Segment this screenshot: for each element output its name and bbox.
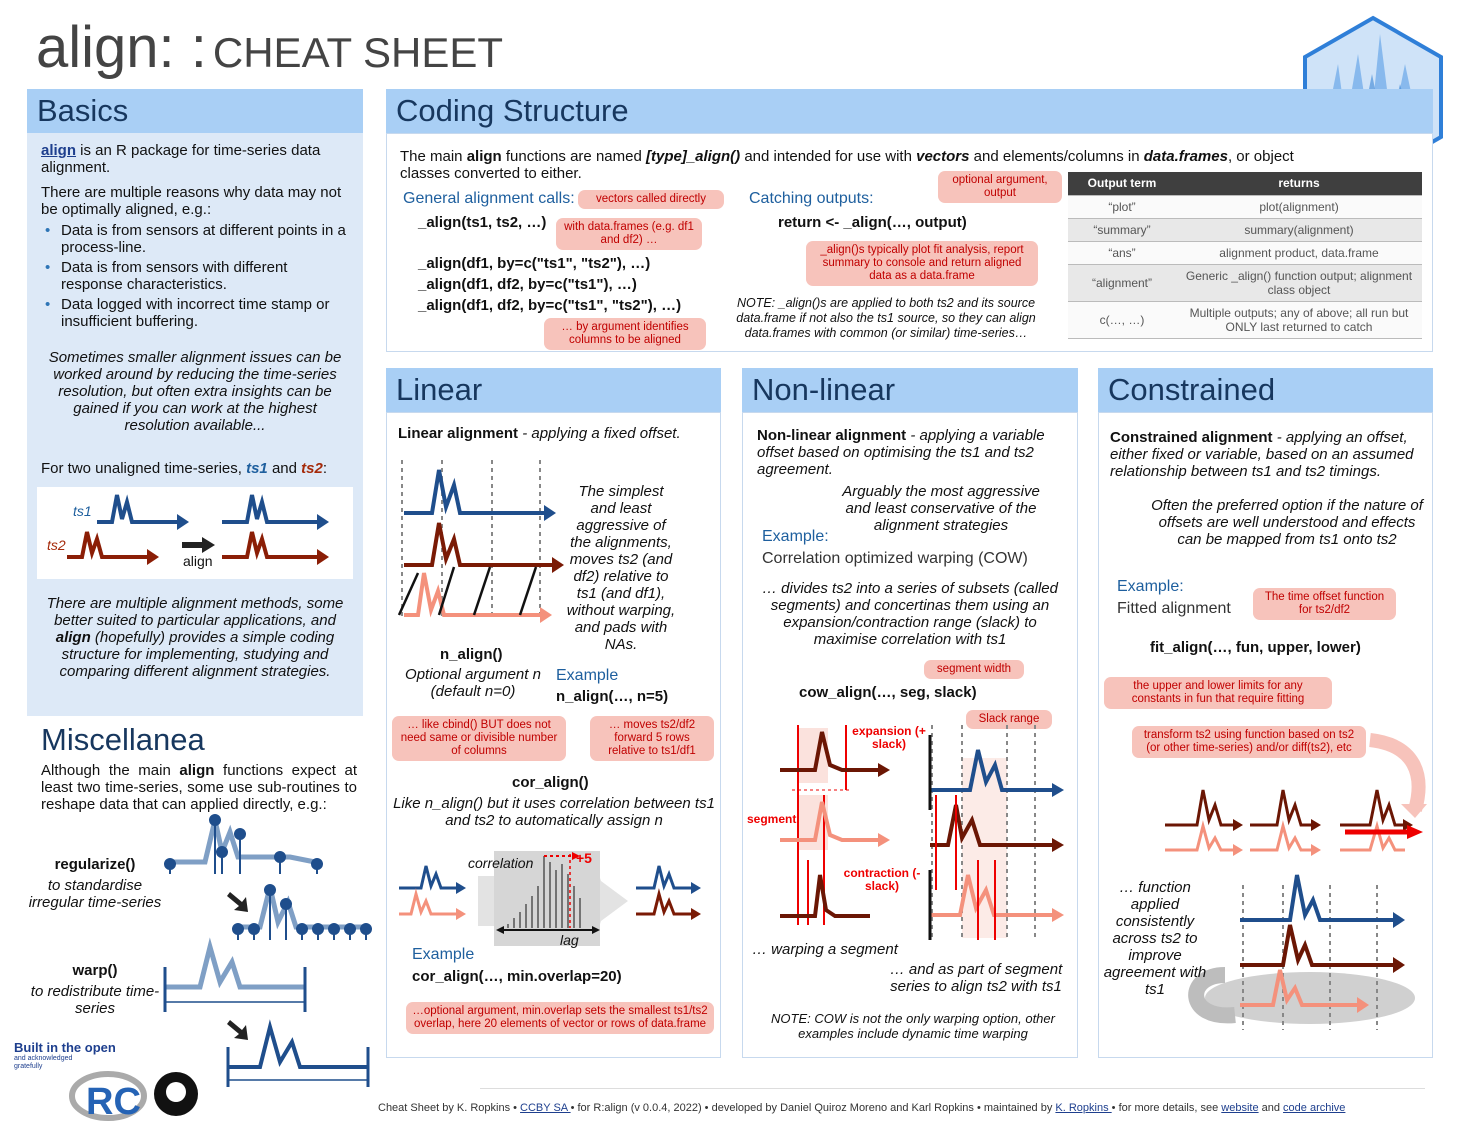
nonlinear-note: NOTE: COW is not the only warping option, other examples include dynamic time warping bbox=[771, 1011, 1055, 1041]
constrained-often: Often the preferred option if the nature of offsets are well understood and effects can be mapped from ts1 onto ts2 bbox=[1151, 497, 1423, 548]
output-table bbox=[1068, 172, 1422, 339]
basics-panel bbox=[27, 133, 363, 716]
linear-side-text: The simplest and least aggressive of the alignments, moves ts2 (and df2) relative to ts1 (and df1), without warping, and pads with NAs. bbox=[566, 483, 676, 653]
cor-example-label: Example bbox=[412, 946, 475, 963]
fig-ts1-label: ts1 bbox=[73, 503, 92, 519]
cow-label: Correlation optimized warping (COW) bbox=[762, 550, 1028, 567]
note-moves: … moves ts2/df2 forward 5 rows relative to ts1/df1 bbox=[590, 716, 714, 761]
coding-header: Coding Structure bbox=[386, 89, 1433, 133]
basics-intro: align is an R package for time-series data alignment. bbox=[41, 142, 321, 176]
cor-align-code: cor_align(…, min.overlap=20) bbox=[412, 968, 622, 985]
fig-segment-label: segment bbox=[747, 812, 797, 826]
note-optional-argument: optional argument, output bbox=[938, 171, 1062, 203]
fig-lag-label: lag bbox=[560, 932, 579, 948]
code-line-3: _align(df1, df2, by=c("ts1"), …) bbox=[418, 276, 637, 293]
misc-header: Miscellanea bbox=[41, 722, 205, 757]
code-line-1: _align(ts1, ts2, …) bbox=[418, 214, 547, 231]
bullet-item: • Data is from sensors at different points in a process-line. bbox=[41, 222, 349, 256]
code-return: return <- _align(…, output) bbox=[778, 214, 967, 231]
fig-ts2-label: ts2 bbox=[47, 537, 66, 553]
fig-expansion-label: expansion (+ slack) bbox=[852, 724, 926, 751]
warping-caption: … warping a segment bbox=[752, 941, 898, 958]
footer: Cheat Sheet by K. Ropkins • CCBY SA • for R:align (v 0.0.4, 2022) • developed by Daniel Quiroz Moreno and Karl Ropkins • maintained by K. Ropkins • for more details, see website and code archive bbox=[378, 1102, 1346, 1114]
cow-align-code: cow_align(…, seg, slack) bbox=[799, 684, 977, 701]
coding-note: NOTE: _align()s are applied to both ts2 and its source data.frame if not also the ts1 source, so they can align data.frames with common (or similar) time-series… bbox=[736, 296, 1036, 340]
constrained-example-label: Example: bbox=[1117, 578, 1184, 595]
linear-desc: Linear alignment - applying a fixed offset. bbox=[398, 425, 681, 442]
code-line-4: _align(df1, df2, by=c("ts1", "ts2"), …) bbox=[418, 297, 682, 314]
warp-func: warp() bbox=[72, 962, 118, 979]
table-row: “summary” summary(alignment) bbox=[1068, 218, 1422, 241]
n-align-code: n_align(…, n=5) bbox=[556, 688, 669, 705]
note-limits: the upper and lower limits for any constants in fun that require fitting bbox=[1104, 677, 1332, 709]
basics-bullets bbox=[27, 218, 363, 330]
n-align-optional: Optional argument n (default n=0) bbox=[405, 666, 541, 700]
built-open-sub: and acknowledged gratefully bbox=[14, 1055, 73, 1070]
linear-example-label: Example bbox=[556, 667, 619, 684]
table-row: c(…, …) Multiple outputs; any of above; all run but ONLY last returned to catch bbox=[1068, 301, 1422, 338]
cow-desc: … divides ts2 into a series of subsets (called segments) and concertinas them using an expansion/contraction range (slack) to maximise correlation with ts1 bbox=[762, 580, 1058, 648]
note-slack-range: Slack range bbox=[966, 710, 1052, 729]
cow-figure bbox=[750, 720, 1075, 945]
note-by-argument: … by argument identifies columns to be aligned bbox=[544, 318, 706, 350]
constrained-desc: Constrained alignment - applying an offset, either fixed or variable, based on an assumed relationship between ts1 and ts2 timings. bbox=[1110, 429, 1414, 480]
general-calls-label: General alignment calls: bbox=[403, 190, 575, 207]
fit-align-code: fit_align(…, fun, upper, lower) bbox=[1150, 639, 1361, 656]
table-header: Output term bbox=[1068, 172, 1176, 195]
note-cbind: … like cbind() BUT does not need same or divisible number of columns bbox=[392, 716, 566, 761]
table-row: “plot” plot(alignment) bbox=[1068, 195, 1422, 218]
nonlinear-arguably: Arguably the most aggressive and least conservative of the alignment strategies bbox=[842, 483, 1040, 534]
basics-header: Basics bbox=[27, 89, 363, 133]
linear-figure bbox=[394, 455, 569, 625]
built-open-title: Built in the open bbox=[14, 1040, 116, 1055]
fig-plus5-label: +5 bbox=[576, 850, 592, 866]
function-applied-caption: … function applied consistently across ts2 to improve agreement with ts1 bbox=[1103, 879, 1207, 998]
footer-divider bbox=[480, 1088, 1425, 1089]
catching-outputs-label: Catching outputs: bbox=[749, 190, 874, 207]
rc-github-logos bbox=[66, 1068, 206, 1123]
page-title: align: : CHEAT SHEET bbox=[36, 15, 504, 80]
note-transform: transform ts2 using function based on ts2 (or other time-series) and/or diff(ts2), etc bbox=[1132, 726, 1366, 758]
nonlinear-header: Non-linear bbox=[742, 368, 1078, 412]
note-vectors: vectors called directly bbox=[578, 190, 724, 209]
bullet-item: • Data is from sensors with different response characteristics. bbox=[41, 259, 349, 293]
misc-figures bbox=[160, 812, 380, 1092]
nonlinear-desc: Non-linear alignment - applying a variable offset based on optimising the ts1 and ts2 agreement. bbox=[757, 427, 1045, 478]
fig-contraction-label: contraction (- slack) bbox=[843, 866, 921, 893]
nonlinear-example-label: Example: bbox=[762, 528, 829, 545]
constrained-header: Constrained bbox=[1098, 368, 1433, 412]
warp-desc: to redistribute time-series bbox=[30, 983, 160, 1017]
svg-text:RC: RC bbox=[86, 1081, 141, 1123]
ccby-link[interactable]: CCBY SA bbox=[520, 1102, 571, 1114]
table-row: “alignment” Generic _align() function output; alignment class object bbox=[1068, 264, 1422, 301]
linear-header: Linear bbox=[386, 368, 721, 412]
table-row: “ans” alignment product, data.frame bbox=[1068, 241, 1422, 264]
note-min-overlap: …optional argument, min.overlap sets the smallest ts1/ts2 overlap, here 20 elements of vector or rows of data.frame bbox=[406, 1002, 714, 1034]
note-segment-width: segment width bbox=[924, 660, 1024, 679]
note-time-offset: The time offset function for ts2/df2 bbox=[1253, 588, 1396, 620]
cor-figure bbox=[396, 846, 718, 948]
unaligned-figure bbox=[37, 487, 353, 579]
n-align-func: n_align() bbox=[440, 646, 503, 663]
misc-intro: Although the main align functions expect at least two time-series, some use sub-routines to reshape data that can applied directly, e.g.: bbox=[41, 762, 357, 813]
code-archive-link[interactable]: code archive bbox=[1283, 1102, 1346, 1114]
segment-series-caption: … and as part of segment series to align ts2 with ts1 bbox=[889, 961, 1063, 995]
basics-for-two: For two unaligned time-series, ts1 and ts2: bbox=[41, 460, 328, 477]
align-link[interactable]: align bbox=[41, 142, 77, 159]
note-dataframes: with data.frames (e.g. df1 and df2) … bbox=[556, 218, 702, 250]
maintainer-link[interactable]: K. Ropkins bbox=[1055, 1102, 1112, 1114]
code-line-2: _align(df1, by=c("ts1", "ts2"), …) bbox=[418, 255, 651, 272]
fig-align-label: align bbox=[183, 553, 213, 569]
basics-methods: There are multiple alignment methods, some better suited to particular applications, and align (hopefully) provides a simple coding structure for implementing, studying and comparing different alignment strategies. bbox=[46, 595, 344, 680]
regularize-desc: to standardise irregular time-series bbox=[28, 877, 162, 911]
regularize-func: regularize() bbox=[54, 856, 136, 873]
fig-correlation-label: correlation bbox=[468, 855, 534, 871]
bullet-item: • Data logged with incorrect time stamp or insufficient buffering. bbox=[41, 296, 349, 330]
basics-reasons: There are multiple reasons why data may not be optimally aligned, e.g.: bbox=[41, 184, 342, 218]
website-link[interactable]: website bbox=[1221, 1102, 1259, 1114]
basics-note: Sometimes smaller alignment issues can be worked around by reducing the time-series resolution, but often extra insights can be gained if you can work at the highest resolution available... bbox=[48, 349, 342, 434]
note-return: _align()s typically plot fit analysis, report summary to console and return aligned data as a data.frame bbox=[806, 241, 1038, 286]
table-header: returns bbox=[1176, 172, 1422, 195]
cor-align-func: cor_align() bbox=[512, 774, 589, 791]
cor-align-desc: Like n_align() but it uses correlation between ts1 and ts2 to automatically assign n bbox=[393, 795, 715, 829]
fitted-alignment-label: Fitted alignment bbox=[1117, 600, 1231, 617]
coding-intro: The main align functions are named [type]_align() and intended for use with vectors and elements/columns in data.frames, or object classes converted to either. bbox=[400, 148, 1294, 182]
